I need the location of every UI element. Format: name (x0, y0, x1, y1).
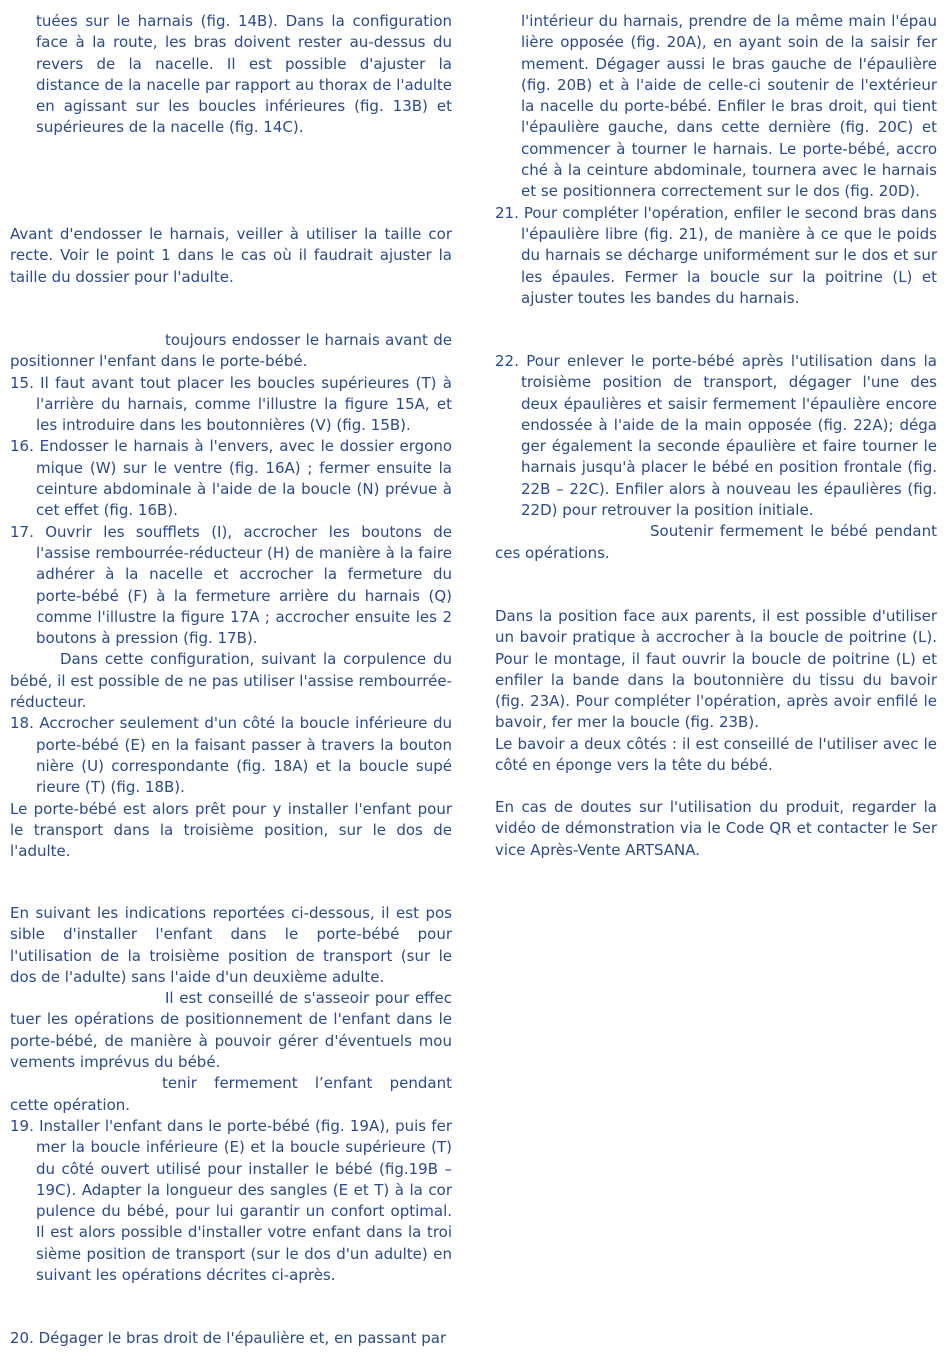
hold-warning-text: tenir fermement l’enfant pendant cette opération. (10, 1074, 452, 1114)
step-20-start-block (10, 1328, 452, 1349)
step-20-start-text: 20. Dégager le bras droit de l'épaulière et, en passant par (10, 1329, 447, 1347)
support-warning-text: Soutenir fermement le bébé pendant ces opérations. (495, 522, 937, 562)
sit-advice-text: Il est conseillé de s'asseoir pour effec tuer les opérations de positionnement de l'enfant dans le porte-bébé, de manière à pouvoir gérer d'éventuels mou vements imprévus du bébé. (10, 989, 452, 1072)
step-22-text: 22. Pour enlever le porte-bébé après l'utilisation dans la troisième position de transport, dégager l'une des deux épaulières et saisir fermement l'épaulière encore endossée à l'aide de la main opposée (fig. 22A); déga ger également la seconde épaulière et faire tourner le harnais jusqu'à placer le bébé en position frontale (fig. 22B – 22C). Enfiler alors à nouveau les épaulières (fig. 22D) pour retrouver la position initiale. (495, 352, 937, 520)
step-21-text: 21. Pour compléter l'opération, enfiler le second bras dans l'épaulière libre (fig. 21), de manière à ce que le poids du harnais se décharge uniformément sur le dos et sur les épaules. Fermer la boucle sur la poitrine (L) et ajuster toutes les bandes du harnais. (495, 203, 937, 307)
contact-block (495, 797, 937, 861)
install-intro-text: En suivant les indications reportées ci-dessous, il est pos sible d'installer l'enfant dans le porte-bébé pour l'utilisation de la troisième position de transport (sur le dos de l'adulte) sans l'aide d'un deuxième adulte. (10, 904, 452, 986)
step-19-text: 19. Installer l'enfant dans le porte-bébé (fig. 19A), puis fer mer la boucle inférieure (E) et la boucle supérieure (T) du côté ouvert utilisé pour installer le bébé (fig.19B – 19C). Adapter la longueur des sangles (E et T) à la cor pulence du bébé, pour lui garantir un confort optimal. Il est alors possible d'installer votre enfant dans la troi sième position de transport (sur le dos d'un adulte) en suivant les opérations décrites ci-après. (10, 1116, 452, 1285)
intro-continuation-block (10, 11, 452, 139)
instructions-block (10, 330, 452, 862)
step-18-text: 18. Accrocher seulement d'un côté la boucle inférieure du porte-bébé (E) en la faisant passer à travers la bouton nière (U) correspondante (fig. 18A) et la boucle supé rieure (T) (fig. 18B). (10, 714, 452, 797)
step-16-text: 16. Endosser le harnais à l'envers, avec le dossier ergono mique (W) sur le ventre (fig. 16A) ; fermer ensuite la ceinture abdominale à l'aide de la boucle (N) prévue à cet effet (fig. 16B). (10, 437, 452, 520)
step-20-continuation-block (495, 11, 937, 309)
step-15-text: 15. Il faut avant tout placer les boucles supérieures (T) à l'arrière du harnais, comme l'illustre la figure 15A, et les introduire dans les boutonnières (V) (fig. 15B). (10, 373, 452, 435)
bib-block (495, 606, 937, 776)
ready-note-text: Le porte-bébé est alors prêt pour y installer l'enfant pour le transport dans la troisième position, sur le dos de l'adulte. (10, 799, 452, 861)
contact-note-text: En cas de doutes sur l'utilisation du produit, regarder la vidéo de démonstration via le Code QR et contacter le Ser vice Après-Vente ARTSANA. (495, 798, 937, 859)
size-note-block (10, 224, 452, 288)
step-20-continuation-text: l'intérieur du harnais, prendre de la même main l'épau lière opposée (fig. 20A), en ayant soin de la saisir fer mement. Dégager aussi le bras gauche de l'épaulière (fig. 20B) et à l'aide de celle-ci soutenir de l'extérieur la nacelle du porte-bébé. Enfiler le bras droit, qui tient l'épaulière gauche, dans cette dernière (fig. 20C) et commencer à tourner le harnais. Le porte-bébé, accro ché à la ceinture abdominale, tournera avec le harnais et se positionnera correctement sur le dos (fig. 20D). (521, 12, 937, 201)
warning-always-text: toujours endosser le harnais avant de positionner l'enfant dans le porte-bébé. (10, 331, 452, 371)
bib-paragraph-2: Le bavoir a deux côtés : il est conseillé de l'utiliser avec le côté en éponge vers la tête du bébé. (495, 734, 937, 775)
install-block (10, 903, 452, 1286)
size-note-text: Avant d'endosser le harnais, veiller à utiliser la taille cor recte. Voir le point 1 dans le cas où il faudrait ajuster la taille du dossier pour l'adulte. (10, 225, 452, 286)
step-17-text: 17. Ouvrir les soufflets (I), accrocher les boutons de l'assise rembourrée-réducteur (H) de manière à la faire adhérer à la nacelle et accrocher la fermeture du porte-bébé (F) à la fermeture arrière du harnais (Q) comme l'illustre la figure 17A ; accrocher ensuite les 2 boutons à pression (fig. 17B). (10, 522, 452, 648)
step-17-note-text: Dans cette configuration, suivant la corpulence du bébé, il est possible de ne pas utiliser l'assise rembourrée-réducteur. (10, 650, 452, 712)
bib-paragraph-1: Dans la position face aux parents, il est possible d'utiliser un bavoir pratique à accrocher à la boucle de poitrine (L). Pour le montage, il faut ouvrir la boucle de poitrine (L) et enfiler la bande dans la boutonnière du tissu du bavoir (fig. 23A). Pour compléter l'opération, après avoir enfilé le bavoir, fer mer la boucle (fig. 23B). (495, 607, 937, 732)
intro-continuation-text: tuées sur le harnais (fig. 14B). Dans la configuration face à la route, les bras doivent rester au-dessus du revers de la nacelle. Il est possible d'ajuster la distance de la nacelle par rapport au thorax de l'adulte en agissant sur les boucles inférieures (fig. 13B) et supérieures de la nacelle (fig. 14C). (36, 12, 452, 137)
removal-block (495, 351, 937, 564)
